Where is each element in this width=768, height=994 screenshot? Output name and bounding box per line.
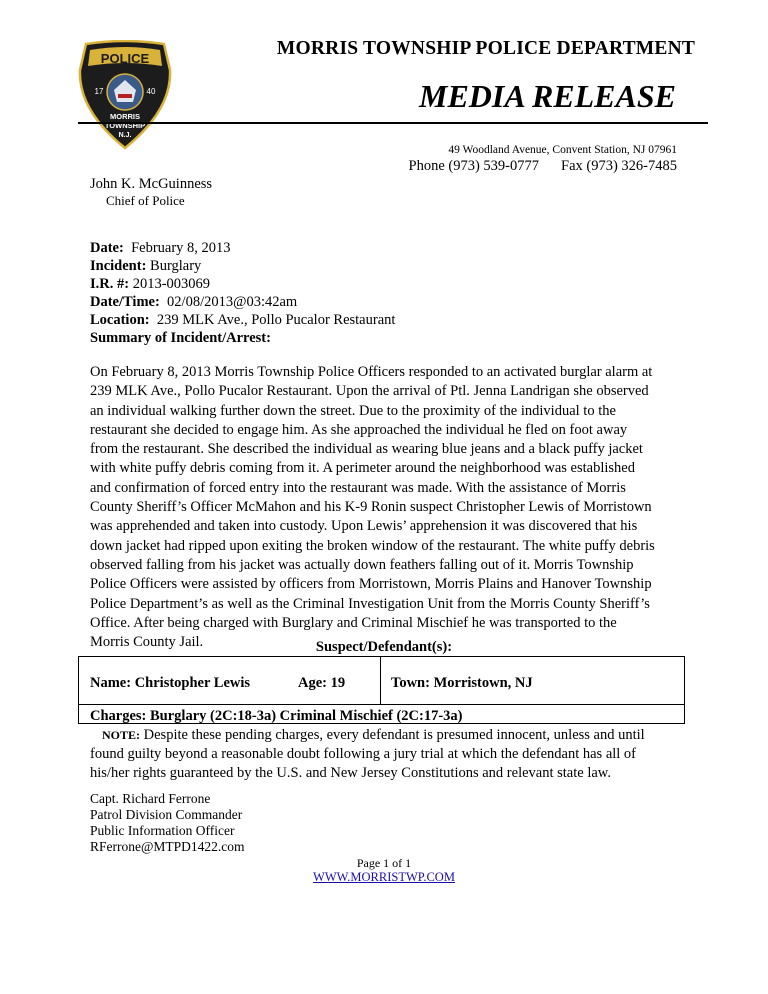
summary-line: was apprehended and taken into custody. Upon Lewis’ apprehension it was discovered that his — [90, 518, 638, 535]
incident-value: Burglary — [150, 258, 202, 274]
legal-note — [90, 726, 710, 783]
note-label: NOTE: — [102, 728, 141, 742]
police-badge-logo — [78, 40, 172, 150]
department-address: 49 Woodland Avenue, Convent Station, NJ 07961 — [448, 144, 677, 156]
suspect-name: Name: Christopher Lewis — [90, 675, 251, 691]
department-title: MORRIS TOWNSHIP POLICE DEPARTMENT — [276, 38, 696, 59]
summary-line: Police Department’s as well as the Criminal Investigation Unit from the Morris County Sheriff’s — [90, 595, 650, 612]
page-number: Page 1 of 1 — [356, 856, 412, 870]
date-value: February 8, 2013 — [131, 240, 231, 256]
date-label: Date: — [90, 240, 124, 256]
date-row — [90, 239, 231, 257]
datetime-value: 02/08/2013@03:42am — [167, 294, 298, 310]
ir-label: I.R. #: — [90, 276, 130, 292]
incident-row — [90, 257, 201, 275]
summary-line: and confirmation of forced entry into the restaurant was made. With the assistance of Morris — [90, 479, 626, 496]
location-row — [90, 311, 395, 329]
fax-number: Fax (973) 326-7485 — [561, 158, 677, 174]
suspect-town: Town: Morristown, NJ — [391, 675, 533, 691]
suspect-heading: Suspect/Defendant(s): — [315, 639, 453, 655]
suspect-charges: Charges: Burglary (2C:18-3a) Criminal Mischief (2C:17-3a) — [90, 708, 463, 724]
location-label: Location: — [90, 312, 150, 328]
note-line: Despite these pending charges, every defendant is presumed innocent, unless and until — [143, 727, 645, 743]
summary-line: observed falling from his jacket was actually down feathers falling out of it. Morris Township — [90, 556, 634, 573]
summary-line: 239 MLK Ave., Pollo Pucalor Restaurant. Upon the arrival of Ptl. Jenna Landrigan she observed — [90, 383, 649, 400]
website-link[interactable]: WWW.MORRISTWP.COM — [313, 870, 455, 884]
incident-label: Incident: — [90, 258, 147, 274]
summary-line: Police Officers were assisted by officers from Morristown, Morris Plains and Hanover Township — [90, 576, 652, 593]
summary-line: from the restaurant. She described the individual as wearing blue jeans and a black puffy jacket — [90, 441, 643, 458]
signature-role: Public Information Officer — [90, 823, 235, 838]
note-line: found guilty beyond a reasonable doubt following a jury trial at which the defendant has all of — [90, 746, 637, 762]
summary-line: Morris County Jail. — [90, 634, 204, 651]
summary-heading-row — [90, 329, 271, 347]
contact-numbers — [409, 158, 678, 175]
phone-number: Phone (973) 539-0777 — [408, 158, 539, 174]
summary-line: with white puffy debris coming from it. A perimeter around the neighborhood was established — [90, 460, 635, 477]
chief-title: Chief of Police — [106, 193, 185, 208]
badge-line3: N.J. — [118, 132, 132, 139]
summary-line: down jacket had ripped upon exiting the broken window of the restaurant. The white puffy debris — [90, 537, 655, 554]
location-value: 239 MLK Ave., Pollo Pucalor Restaurant — [156, 312, 396, 328]
badge-top-text: POLICE — [100, 51, 150, 66]
badge-line2: TOWNSHIP — [104, 121, 146, 130]
signature-division: Patrol Division Commander — [90, 807, 243, 822]
chief-name: John K. McGuinness — [90, 176, 213, 192]
badge-year-right: 40 — [146, 87, 156, 96]
badge-year-left: 17 — [94, 87, 104, 96]
summary-line: On February 8, 2013 Morris Township Police Officers responded to an activated burglar alarm at — [90, 364, 653, 380]
datetime-row — [90, 293, 297, 311]
summary-line: restaurant she decided to engage him. As she approached the individual he fled on foot away — [90, 421, 628, 438]
signature-name: Capt. Richard Ferrone — [90, 791, 211, 806]
ir-row — [90, 275, 210, 293]
ir-value: 2013-003069 — [132, 276, 211, 292]
table-column-divider — [380, 656, 381, 704]
signature-email[interactable]: RFerrone@MTPD1422.com — [90, 839, 245, 854]
summary-line: Office. After being charged with Burglary and Criminal Mischief he was transported to the — [90, 614, 617, 631]
header-rule — [78, 122, 708, 124]
summary-line: an individual walking further down the street. Due to the proximity of the individual to the — [90, 402, 616, 419]
note-line: his/her rights guaranteed by the U.S. and New Jersey Constitutions and relevant state law. — [90, 765, 611, 781]
media-release-title: MEDIA RELEASE — [419, 78, 676, 114]
summary-paragraph — [90, 363, 690, 652]
badge-line1: MORRIS — [110, 112, 140, 121]
datetime-label: Date/Time: — [90, 294, 160, 310]
suspect-age: Age: 19 — [298, 675, 346, 691]
table-row-divider — [78, 704, 685, 705]
summary-line: County Sheriff’s Officer McMahon and his K-9 Ronin suspect Christopher Lewis of Morristown — [90, 499, 652, 516]
summary-heading: Summary of Incident/Arrest: — [90, 330, 271, 346]
